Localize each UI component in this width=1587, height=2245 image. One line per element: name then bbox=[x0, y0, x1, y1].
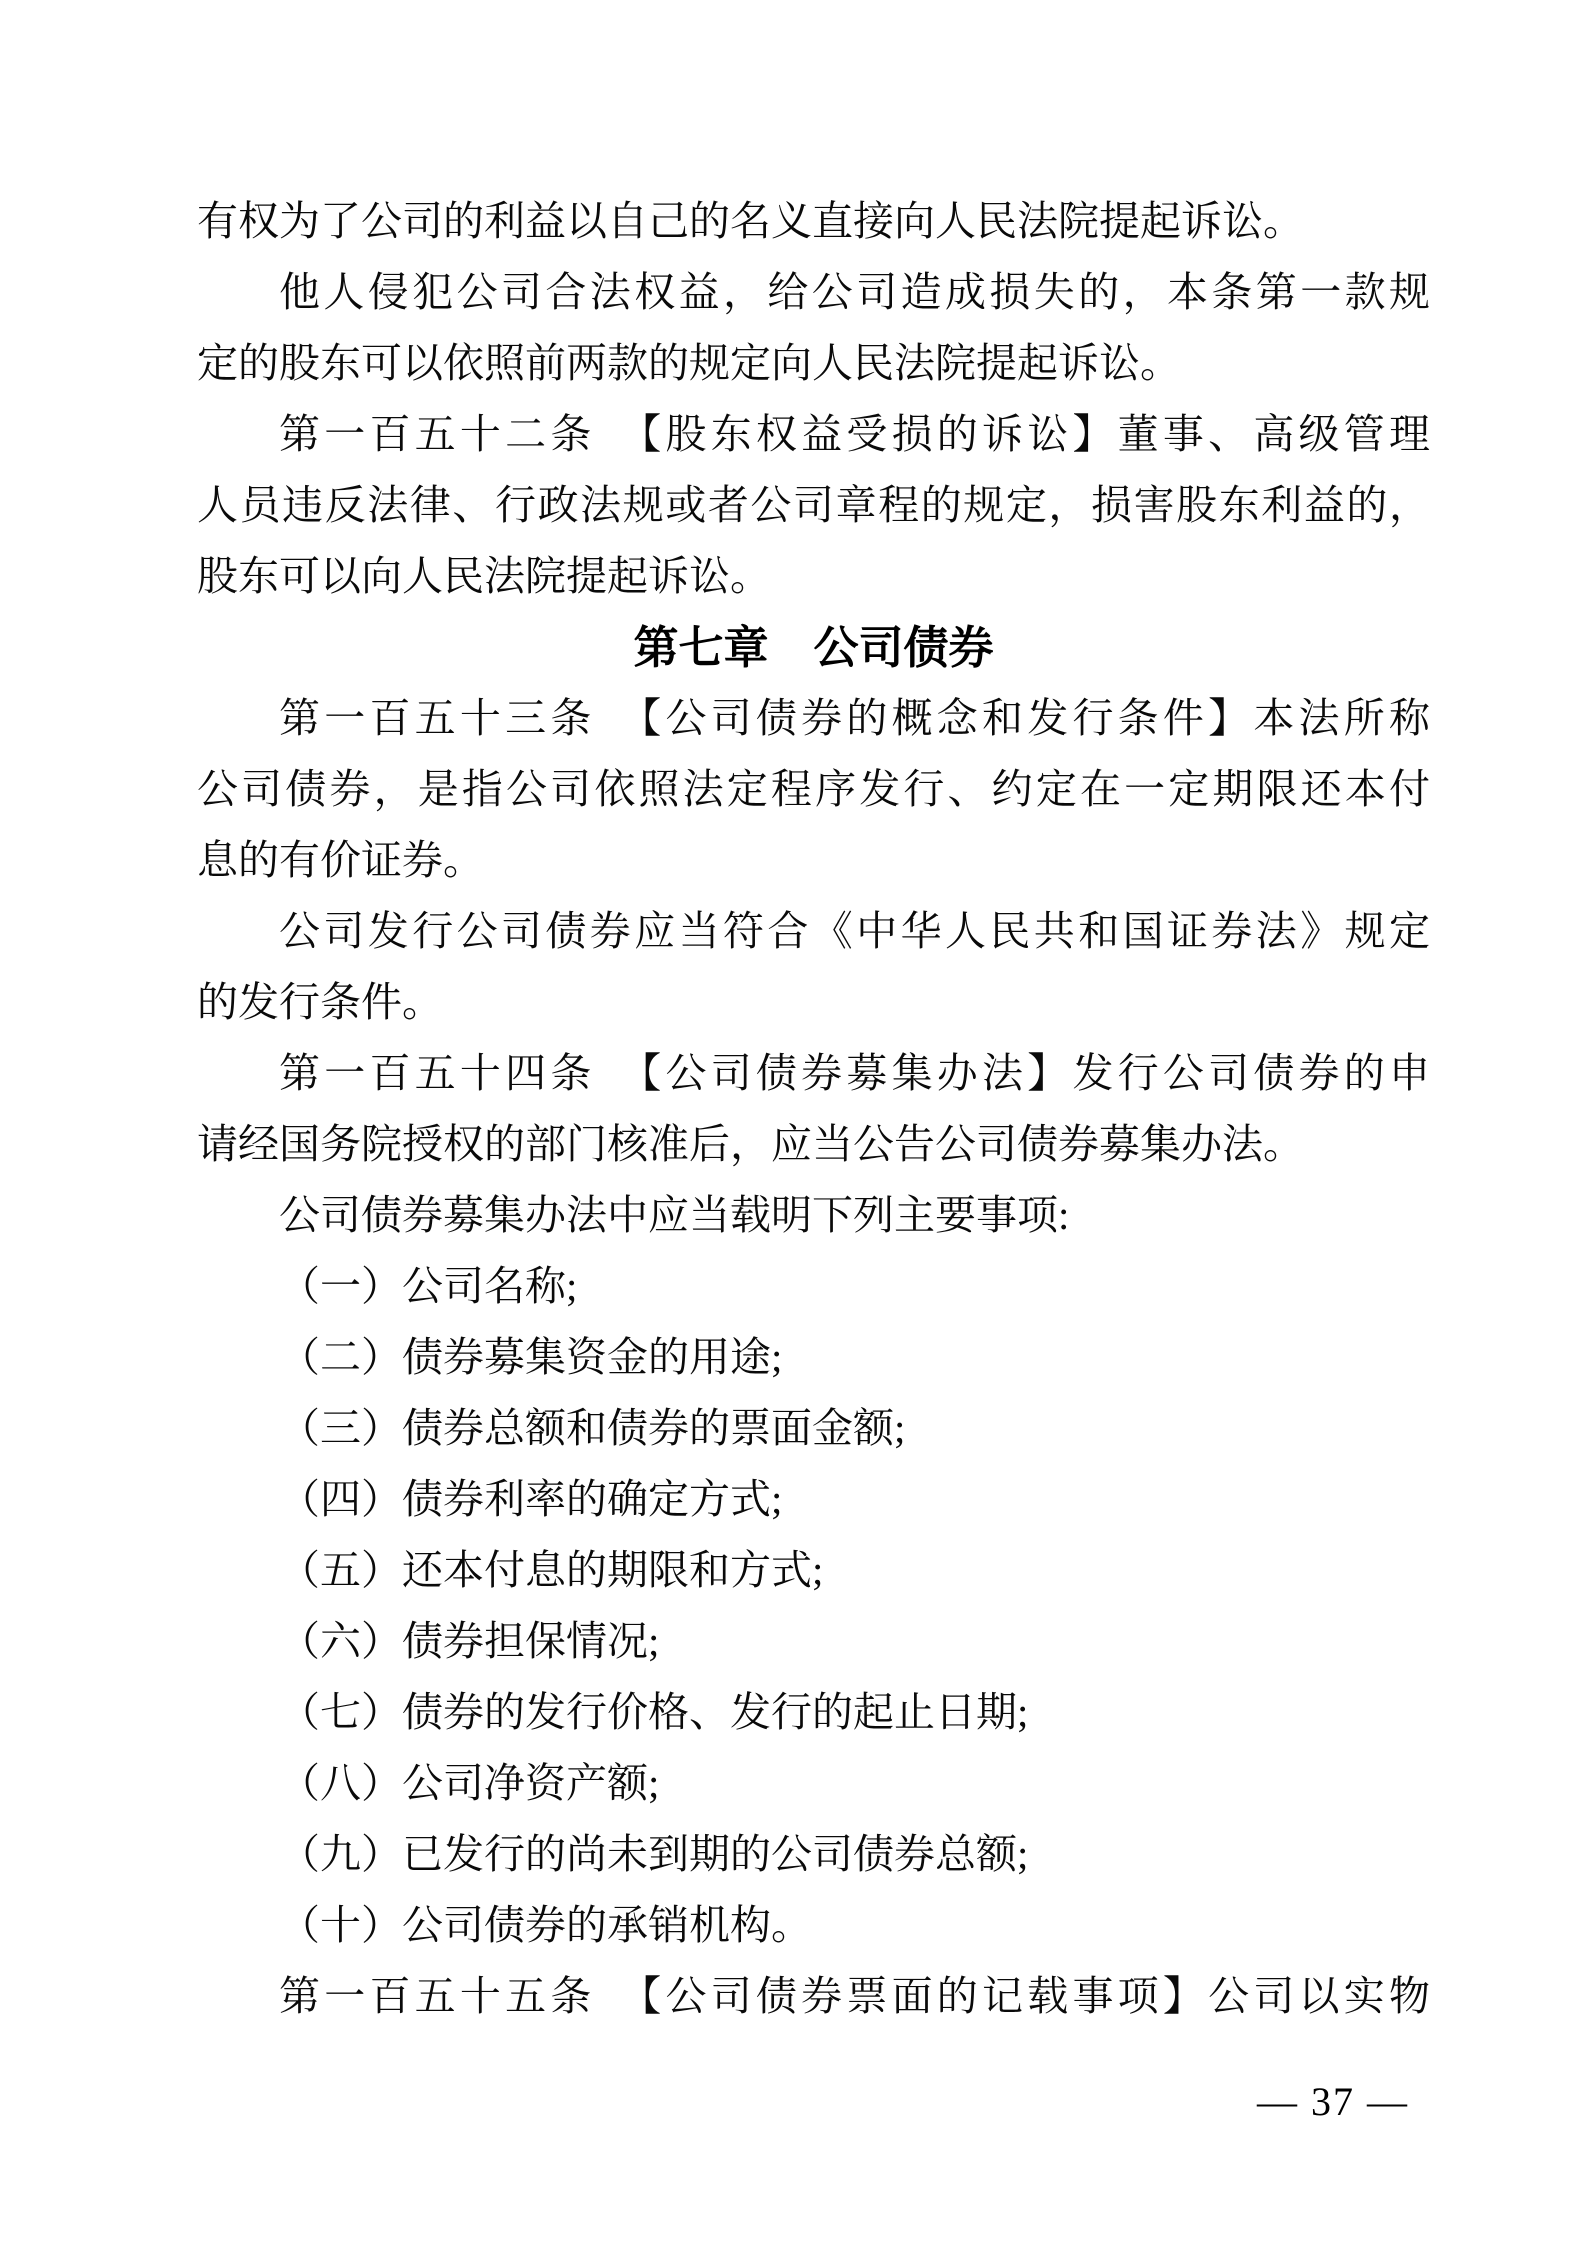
text-line: 请经国务院授权的部门核准后，应当公告公司债券募集办法。 bbox=[197, 1121, 1304, 1167]
document-body bbox=[197, 186, 1430, 2032]
text-line: 公司债券，是指公司依照法定程序发行、约定在一定期限还本付 bbox=[197, 766, 1430, 812]
chapter-heading: 第七章 公司债券 bbox=[633, 622, 994, 673]
text-line: （九）已发行的尚未到期的公司债券总额; bbox=[279, 1831, 1029, 1877]
text-line: 定的股东可以依照前两款的规定向人民法院提起诉讼。 bbox=[197, 340, 1181, 386]
text-line: 他人侵犯公司合法权益，给公司造成损失的，本条第一款规 bbox=[279, 269, 1430, 315]
text-line: 息的有价证券。 bbox=[197, 837, 484, 883]
text-line: （七）债券的发行价格、发行的起止日期; bbox=[279, 1689, 1029, 1735]
text-line: 公司债券募集办法中应当载明下列主要事项: bbox=[279, 1192, 1070, 1238]
text-line: （五）还本付息的期限和方式; bbox=[279, 1547, 824, 1593]
text-line: （一）公司名称; bbox=[279, 1263, 578, 1309]
text-line: 第一百五十二条 【股东权益受损的诉讼】董事、高级管理 bbox=[279, 411, 1430, 457]
text-line: （六）债券担保情况; bbox=[279, 1618, 660, 1664]
text-line: （四）债券利率的确定方式; bbox=[279, 1476, 783, 1522]
text-line: 股东可以向人民法院提起诉讼。 bbox=[197, 553, 771, 599]
text-line: （八）公司净资产额; bbox=[279, 1760, 660, 1806]
text-line: 第一百五十三条 【公司债券的概念和发行条件】本法所称 bbox=[279, 695, 1430, 741]
text-line: （十）公司债券的承销机构。 bbox=[279, 1902, 812, 1948]
text-line: 的发行条件。 bbox=[197, 979, 443, 1025]
text-line: （三）债券总额和债券的票面金额; bbox=[279, 1405, 906, 1451]
text-line: 第一百五十五条 【公司债券票面的记载事项】公司以实物 bbox=[279, 1973, 1430, 2019]
text-line: 公司发行公司债券应当符合《中华人民共和国证券法》规定 bbox=[279, 908, 1430, 954]
text-line: 人员违反法律、行政法规或者公司章程的规定，损害股东利益的， bbox=[197, 482, 1430, 528]
text-line: 有权为了公司的利益以自己的名义直接向人民法院提起诉讼。 bbox=[197, 198, 1304, 244]
text-line: 第一百五十四条 【公司债券募集办法】发行公司债券的申 bbox=[279, 1050, 1430, 1096]
text-line: （二）债券募集资金的用途; bbox=[279, 1334, 783, 1380]
page-number: — 37 — bbox=[1257, 2079, 1409, 2124]
